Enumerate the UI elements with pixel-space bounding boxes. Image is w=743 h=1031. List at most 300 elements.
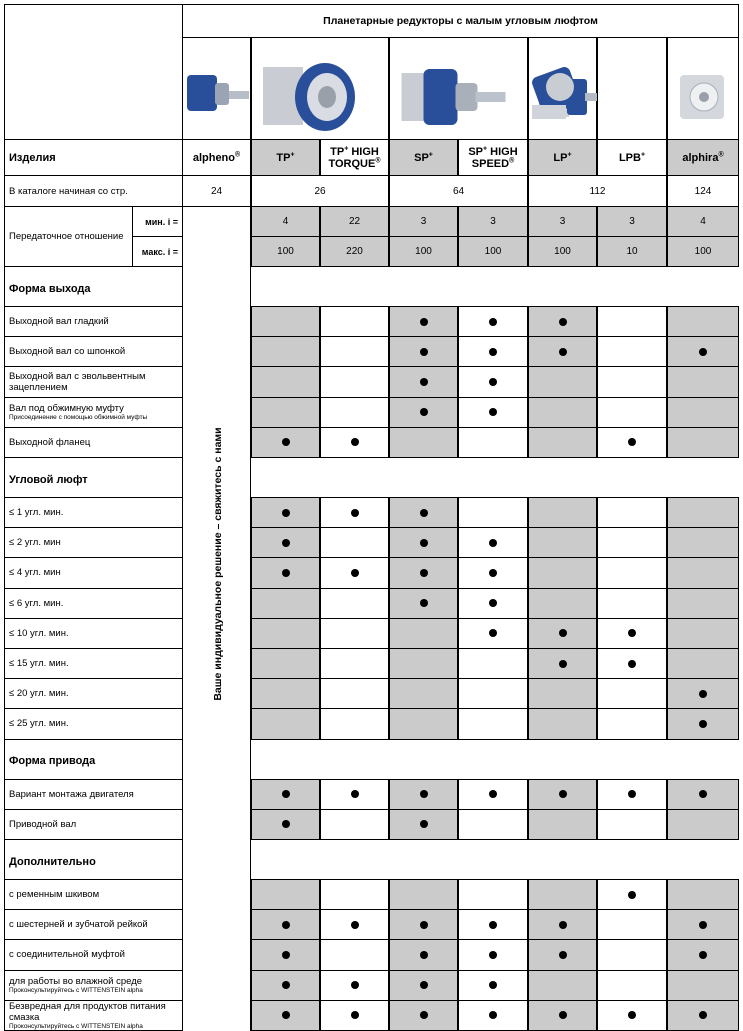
feature-cell — [528, 1001, 597, 1031]
feature-cell — [251, 619, 320, 649]
availability-dot — [628, 660, 636, 668]
feature-cell — [528, 367, 597, 397]
feature-cell — [389, 780, 458, 810]
feature-cell — [667, 367, 739, 397]
ratio-min-value: 3 — [458, 207, 528, 237]
feature-label — [4, 558, 182, 588]
availability-dot — [628, 1011, 636, 1019]
header-corner — [4, 4, 182, 140]
feature-cell — [667, 589, 739, 619]
feature-label — [4, 649, 182, 679]
feature-cell — [667, 649, 739, 679]
feature-cell — [389, 307, 458, 337]
feature-cell — [597, 971, 667, 1001]
feature-label — [4, 679, 182, 709]
feature-cell — [320, 679, 389, 709]
availability-dot — [559, 318, 567, 326]
section-spacer — [320, 267, 389, 307]
feature-cell — [597, 398, 667, 428]
feature-cell — [597, 910, 667, 940]
feature-cell — [667, 307, 739, 337]
product-image-cell — [597, 38, 667, 140]
availability-dot — [559, 790, 567, 798]
availability-dot — [420, 378, 428, 386]
availability-dot — [420, 348, 428, 356]
feature-cell — [597, 498, 667, 528]
ratio-min-value: 22 — [320, 207, 389, 237]
availability-dot — [699, 951, 707, 959]
custom-solution-column — [182, 207, 251, 1031]
feature-cell — [528, 589, 597, 619]
feature-cell — [528, 780, 597, 810]
feature-cell — [389, 910, 458, 940]
feature-cell — [389, 649, 458, 679]
section-title: Форма выхода — [4, 267, 182, 307]
feature-cell — [251, 910, 320, 940]
feature-cell — [320, 367, 389, 397]
feature-label — [4, 428, 182, 458]
feature-cell — [320, 428, 389, 458]
feature-cell — [320, 810, 389, 840]
feature-cell — [528, 528, 597, 558]
feature-cell — [667, 398, 739, 428]
section-spacer — [597, 740, 667, 780]
ratio-max-value: 100 — [251, 237, 320, 267]
feature-cell — [597, 428, 667, 458]
feature-cell — [320, 589, 389, 619]
feature-cell — [389, 558, 458, 588]
feature-cell — [597, 619, 667, 649]
section-spacer — [389, 267, 458, 307]
ratio-min-value: 3 — [528, 207, 597, 237]
section-spacer — [458, 458, 528, 498]
ratio-min-value: 4 — [667, 207, 739, 237]
feature-cell — [458, 589, 528, 619]
feature-label — [4, 589, 182, 619]
feature-cell — [251, 709, 320, 739]
feature-cell — [528, 337, 597, 367]
comparison-table — [4, 4, 739, 1030]
feature-label — [4, 780, 182, 810]
product-name-cell — [458, 140, 528, 176]
feature-cell — [458, 367, 528, 397]
feature-label — [4, 940, 182, 970]
feature-cell — [389, 589, 458, 619]
product-image-cell — [251, 38, 389, 140]
availability-dot — [559, 629, 567, 637]
product-name: SP+ — [414, 150, 433, 164]
catalog-page: 24 — [182, 176, 251, 207]
availability-dot — [420, 509, 428, 517]
feature-cell — [389, 1001, 458, 1031]
feature-cell — [667, 528, 739, 558]
feature-cell — [667, 498, 739, 528]
ratio-max-label: макс. i = — [132, 237, 182, 267]
feature-cell — [458, 971, 528, 1001]
feature-name: ≤ 25 угл. мин. — [9, 718, 69, 730]
feature-cell — [528, 910, 597, 940]
product-name-cell — [667, 140, 739, 176]
feature-cell — [251, 940, 320, 970]
feature-cell — [389, 679, 458, 709]
availability-dot — [699, 790, 707, 798]
availability-dot — [420, 318, 428, 326]
feature-cell — [597, 649, 667, 679]
feature-name: Выходной вал с эвольвентным зацеплением — [9, 370, 146, 393]
feature-cell — [528, 709, 597, 739]
section-spacer — [597, 458, 667, 498]
custom-solution-note: Ваше индивидуальное решение – свяжитесь с нами — [211, 427, 224, 701]
availability-dot — [282, 921, 290, 929]
products-label: Изделия — [4, 140, 182, 176]
availability-dot — [489, 318, 497, 326]
availability-dot — [351, 438, 359, 446]
feature-label — [4, 337, 182, 367]
feature-cell — [597, 810, 667, 840]
section-spacer — [458, 840, 528, 880]
feature-cell — [389, 971, 458, 1001]
ratio-max-value: 100 — [458, 237, 528, 267]
ratio-max-value: 100 — [528, 237, 597, 267]
product-image-cell — [389, 38, 528, 140]
feature-cell — [667, 558, 739, 588]
availability-dot — [420, 569, 428, 577]
feature-cell — [528, 558, 597, 588]
ratio-max-value: 10 — [597, 237, 667, 267]
availability-dot — [559, 951, 567, 959]
feature-cell — [251, 589, 320, 619]
ratio-label: Передаточное отношение — [4, 207, 132, 267]
availability-dot — [351, 790, 359, 798]
feature-name: с соединительной муфтой — [9, 949, 125, 961]
availability-dot — [699, 348, 707, 356]
section-spacer — [528, 840, 597, 880]
availability-dot — [628, 629, 636, 637]
feature-note: Проконсультируйтесь с WITTENSTEIN alpha — [9, 1022, 143, 1030]
availability-dot — [489, 348, 497, 356]
table-title: Планетарные редукторы с малым угловым люфтом — [182, 4, 739, 38]
feature-cell — [251, 528, 320, 558]
feature-cell — [320, 971, 389, 1001]
feature-label — [4, 910, 182, 940]
feature-cell — [251, 1001, 320, 1031]
feature-cell — [320, 780, 389, 810]
feature-cell — [320, 649, 389, 679]
product-name-cell — [528, 140, 597, 176]
feature-note: Проконсультируйтесь с WITTENSTEIN alpha — [9, 986, 143, 994]
feature-cell — [458, 619, 528, 649]
ratio-max-value: 220 — [320, 237, 389, 267]
catalog-label: В каталоге начиная со стр. — [4, 176, 182, 207]
feature-label — [4, 880, 182, 910]
product-name-cell — [251, 140, 320, 176]
lp-gearbox-photo — [529, 38, 598, 145]
availability-dot — [699, 1011, 707, 1019]
feature-cell — [528, 971, 597, 1001]
product-name: TP+ HIGH TORQUE® — [328, 144, 381, 170]
feature-cell — [251, 367, 320, 397]
feature-cell — [528, 619, 597, 649]
availability-dot — [282, 438, 290, 446]
feature-cell — [320, 498, 389, 528]
feature-cell — [389, 619, 458, 649]
availability-dot — [420, 981, 428, 989]
feature-cell — [667, 1001, 739, 1031]
feature-cell — [458, 709, 528, 739]
feature-note: Присоединение с помощью обжимной муфты — [9, 413, 148, 421]
product-name: alphira® — [682, 150, 724, 164]
feature-cell — [320, 619, 389, 649]
feature-cell — [597, 558, 667, 588]
feature-label — [4, 619, 182, 649]
feature-cell — [389, 398, 458, 428]
product-name: LP+ — [553, 150, 572, 164]
ratio-min-value: 3 — [389, 207, 458, 237]
section-title: Угловой люфт — [4, 458, 182, 498]
feature-name: для работы во влажной среде — [9, 975, 143, 987]
feature-cell — [458, 910, 528, 940]
feature-cell — [320, 307, 389, 337]
feature-cell — [458, 398, 528, 428]
feature-name: Выходной вал со шпонкой — [9, 346, 126, 358]
availability-dot — [489, 599, 497, 607]
availability-dot — [420, 790, 428, 798]
feature-label — [4, 709, 182, 739]
feature-cell — [528, 398, 597, 428]
feature-label — [4, 810, 182, 840]
feature-name: Приводной вал — [9, 818, 77, 830]
ratio-min-value: 3 — [597, 207, 667, 237]
feature-name: Выходной фланец — [9, 436, 91, 448]
feature-name: ≤ 15 угл. мин. — [9, 658, 69, 670]
feature-cell — [389, 528, 458, 558]
feature-cell — [458, 307, 528, 337]
feature-name: ≤ 10 угл. мин. — [9, 627, 69, 639]
product-image-cell — [528, 38, 597, 140]
feature-name: Выходной вал гладкий — [9, 316, 109, 328]
feature-label — [4, 307, 182, 337]
feature-cell — [389, 709, 458, 739]
availability-dot — [282, 509, 290, 517]
feature-cell — [667, 619, 739, 649]
availability-dot — [420, 820, 428, 828]
tp-gearbox-photo — [252, 38, 390, 145]
alphira-gearbox-photo — [668, 38, 740, 145]
availability-dot — [282, 981, 290, 989]
feature-cell — [667, 940, 739, 970]
feature-cell — [667, 910, 739, 940]
feature-cell — [597, 528, 667, 558]
feature-cell — [458, 649, 528, 679]
catalog-page: 124 — [667, 176, 739, 207]
feature-cell — [320, 398, 389, 428]
availability-dot — [420, 599, 428, 607]
availability-dot — [489, 1011, 497, 1019]
feature-cell — [389, 880, 458, 910]
feature-cell — [458, 528, 528, 558]
feature-cell — [667, 971, 739, 1001]
feature-cell — [667, 679, 739, 709]
feature-cell — [597, 780, 667, 810]
feature-cell — [667, 709, 739, 739]
feature-cell — [458, 940, 528, 970]
feature-cell — [458, 428, 528, 458]
feature-cell — [597, 337, 667, 367]
feature-name: ≤ 6 угл. мин. — [9, 597, 64, 609]
availability-dot — [282, 820, 290, 828]
availability-dot — [420, 539, 428, 547]
availability-dot — [420, 1011, 428, 1019]
section-spacer — [528, 267, 597, 307]
section-spacer — [597, 840, 667, 880]
catalog-page: 64 — [389, 176, 528, 207]
feature-cell — [389, 498, 458, 528]
feature-cell — [458, 679, 528, 709]
feature-cell — [528, 679, 597, 709]
product-name-cell — [182, 140, 251, 176]
availability-dot — [489, 629, 497, 637]
feature-cell — [251, 971, 320, 1001]
availability-dot — [559, 921, 567, 929]
feature-label — [4, 498, 182, 528]
section-spacer — [458, 267, 528, 307]
feature-name: ≤ 1 угл. мин. — [9, 507, 64, 519]
availability-dot — [282, 1011, 290, 1019]
section-spacer — [389, 740, 458, 780]
product-image-cell — [182, 38, 251, 140]
availability-dot — [420, 408, 428, 416]
availability-dot — [489, 921, 497, 929]
section-spacer — [251, 840, 320, 880]
feature-cell — [458, 498, 528, 528]
product-name: SP+ HIGH SPEED® — [468, 144, 518, 170]
feature-cell — [667, 337, 739, 367]
feature-cell — [528, 428, 597, 458]
feature-cell — [597, 1001, 667, 1031]
feature-cell — [389, 940, 458, 970]
section-spacer — [251, 267, 320, 307]
feature-label — [4, 367, 182, 397]
feature-cell — [251, 880, 320, 910]
feature-cell — [458, 810, 528, 840]
feature-cell — [667, 428, 739, 458]
section-spacer — [667, 840, 739, 880]
feature-cell — [251, 398, 320, 428]
feature-cell — [458, 337, 528, 367]
feature-name: Безвредная для продуктов питания смазка — [9, 1000, 166, 1023]
availability-dot — [489, 569, 497, 577]
feature-cell — [320, 337, 389, 367]
section-spacer — [597, 267, 667, 307]
product-image-cell — [667, 38, 739, 140]
feature-cell — [597, 709, 667, 739]
feature-cell — [251, 558, 320, 588]
feature-name: с шестерней и зубчатой рейкой — [9, 919, 148, 931]
feature-label — [4, 1001, 182, 1031]
availability-dot — [559, 1011, 567, 1019]
section-spacer — [251, 458, 320, 498]
section-title: Форма привода — [4, 740, 182, 780]
catalog-page: 112 — [528, 176, 667, 207]
availability-dot — [282, 790, 290, 798]
section-spacer — [667, 458, 739, 498]
availability-dot — [489, 951, 497, 959]
availability-dot — [351, 921, 359, 929]
feature-cell — [528, 498, 597, 528]
feature-cell — [320, 940, 389, 970]
section-spacer — [458, 740, 528, 780]
feature-cell — [251, 649, 320, 679]
feature-label — [4, 398, 182, 428]
ratio-max-value: 100 — [389, 237, 458, 267]
availability-dot — [282, 569, 290, 577]
feature-cell — [667, 780, 739, 810]
feature-name: ≤ 20 угл. мин. — [9, 688, 69, 700]
section-spacer — [667, 267, 739, 307]
product-name: alpheno® — [192, 150, 241, 164]
ratio-max-value: 100 — [667, 237, 739, 267]
product-name-cell — [320, 140, 389, 176]
section-title: Дополнительно — [4, 840, 182, 880]
feature-cell — [251, 428, 320, 458]
feature-cell — [320, 910, 389, 940]
feature-name: ≤ 2 угл. мин — [9, 537, 61, 549]
feature-cell — [251, 307, 320, 337]
feature-cell — [528, 649, 597, 679]
feature-cell — [458, 880, 528, 910]
product-name-cell — [389, 140, 458, 176]
feature-cell — [528, 810, 597, 840]
feature-name: Вал под обжимную муфту — [9, 402, 124, 414]
feature-cell — [528, 880, 597, 910]
feature-cell — [251, 780, 320, 810]
feature-cell — [251, 498, 320, 528]
feature-cell — [597, 679, 667, 709]
feature-cell — [597, 880, 667, 910]
feature-cell — [320, 528, 389, 558]
feature-cell — [320, 880, 389, 910]
availability-dot — [559, 660, 567, 668]
availability-dot — [351, 569, 359, 577]
feature-cell — [320, 709, 389, 739]
feature-cell — [528, 307, 597, 337]
section-spacer — [389, 840, 458, 880]
feature-cell — [528, 940, 597, 970]
section-spacer — [251, 740, 320, 780]
feature-label — [4, 528, 182, 558]
alpheno-gearbox-photo — [183, 38, 252, 145]
feature-cell — [458, 1001, 528, 1031]
product-name: LPB+ — [618, 150, 646, 164]
feature-cell — [251, 810, 320, 840]
availability-dot — [699, 921, 707, 929]
availability-dot — [282, 539, 290, 547]
feature-cell — [320, 1001, 389, 1031]
feature-cell — [597, 940, 667, 970]
feature-cell — [389, 810, 458, 840]
feature-cell — [389, 367, 458, 397]
availability-dot — [351, 981, 359, 989]
product-name-cell — [597, 140, 667, 176]
feature-cell — [667, 810, 739, 840]
section-spacer — [320, 458, 389, 498]
feature-cell — [597, 307, 667, 337]
availability-dot — [351, 509, 359, 517]
availability-dot — [420, 951, 428, 959]
feature-cell — [389, 428, 458, 458]
availability-dot — [489, 790, 497, 798]
availability-dot — [489, 378, 497, 386]
